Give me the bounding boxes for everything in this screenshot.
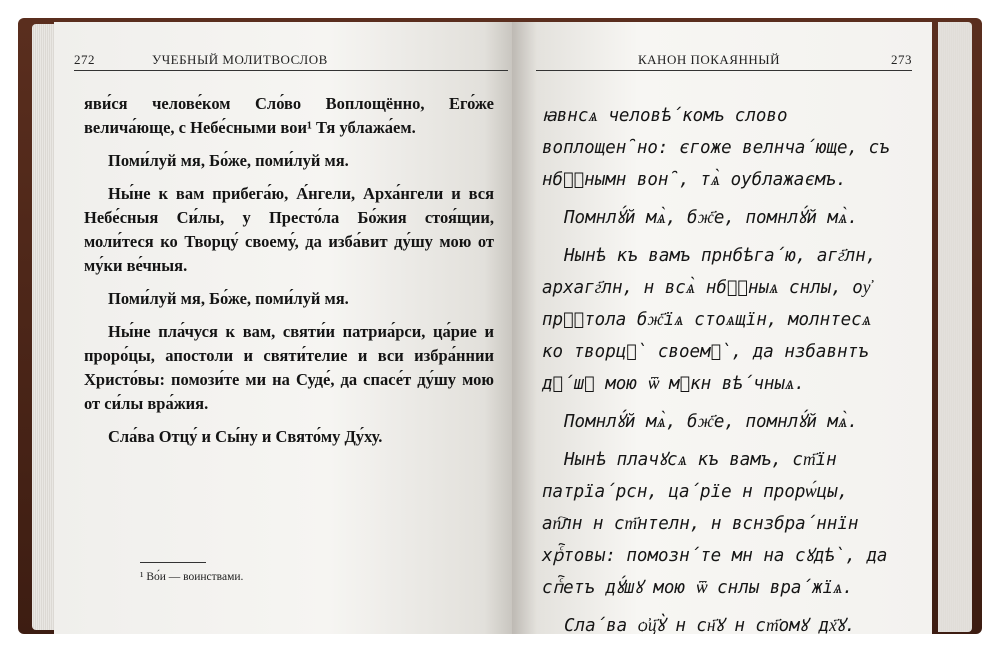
right-body-text-church-slavonic [542, 100, 898, 634]
running-title-right: КАНОН ПОКАЯННЫЙ [638, 52, 780, 67]
left-paragraph: Поми́луй мя, Бо́же, поми́луй мя. [108, 289, 349, 308]
right-paragraph: Нынѣ къ вамъ прнбѣга́ю, агг҃лн, архагг҃лн, н всѧ̀ нбⷭ҇ныѧ снлы, оу҆ прⷭ҇тола бж҃їѧ стоѧщїн, молнтесѧ ко творцꙋ̀ своемꙋ̀, да нзбавнтъ дꙋ́шꙋ мою ѿ мꙋкн вѣ́чныѧ. [542, 246, 877, 394]
page-number-left: 272 [74, 52, 95, 67]
right-paragraph: ꙗвнсѧ человѣ́комъ слово воплощен̑но: єгоже велнча́юще, съ нбⷭ҇нымн вон̑, тѧ̀ оублажаємъ. [542, 106, 890, 190]
left-paragraph: Ны́не к вам прибега́ю, А́нгели, Арха́нгели и вся Небе́сныя Си́лы, у Престо́ла Бо́жия стоя́щии, моли́теся ко Творцу́ своему́, да изба́вит ду́шу мою от му́ки ве́чныя. [84, 184, 494, 275]
left-paragraph: яви́ся челове́ком Сло́во Воплощённо, Его́же велича́юще, с Небе́сными вои¹ Тя ублажа́ем. [84, 94, 494, 137]
footnote-rule [140, 562, 206, 563]
left-paragraph: Поми́луй мя, Бо́же, поми́луй мя. [108, 151, 349, 170]
left-paragraph: Ны́не пла́чуся к вам, святи́и патриа́рси, ца́рие и проро́цы, апостоли и святи́телие и вси избра́ннии Христо́вы: помози́те ми на Суде́, да спасе́т ду́шу мою от си́лы вра́жия. [84, 322, 494, 413]
page-edges-right [938, 22, 972, 632]
open-book [18, 14, 982, 642]
left-page [54, 22, 512, 634]
right-page [512, 22, 932, 634]
left-paragraph: Сла́ва Отцу́ и Сы́ну и Свято́му Ду́ху. [108, 427, 383, 446]
right-paragraph: Сла́ва ѻ҆ц҃ꙋ̀ н сн҃ꙋ н ст҃омꙋ дх҃ꙋ. [564, 616, 856, 634]
right-paragraph: Нынѣ плачꙋсѧ къ вамъ, ст҃їн патрїа́рсн, ца́рїе н прорѡ́цы, ап҇лн н ст҃нтелн, н вснзбра́ннїн хрⷭ҇товы: помозн́те мн на сꙋдѣ̀, да спⷭ҇етъ дꙋ́шꙋ мою ѿ снлы вра́жїѧ. [542, 450, 888, 598]
header-rule-right [536, 70, 912, 71]
right-paragraph: Помнлꙋ́й мѧ̀, бж҃е, помнлꙋ́й мѧ̀. [564, 412, 858, 432]
right-paragraph: Помнлꙋ́й мѧ̀, бж҃е, помнлꙋ́й мѧ̀. [564, 208, 858, 228]
left-body-text [84, 92, 494, 458]
footnote: ¹ Во́и — воинствами. [140, 571, 244, 583]
running-title-left: УЧЕБНЫЙ МОЛИТВОСЛОВ [152, 52, 328, 67]
header-rule-left [74, 70, 508, 71]
page-number-right: 273 [891, 52, 912, 67]
page-edges-left [32, 24, 56, 630]
